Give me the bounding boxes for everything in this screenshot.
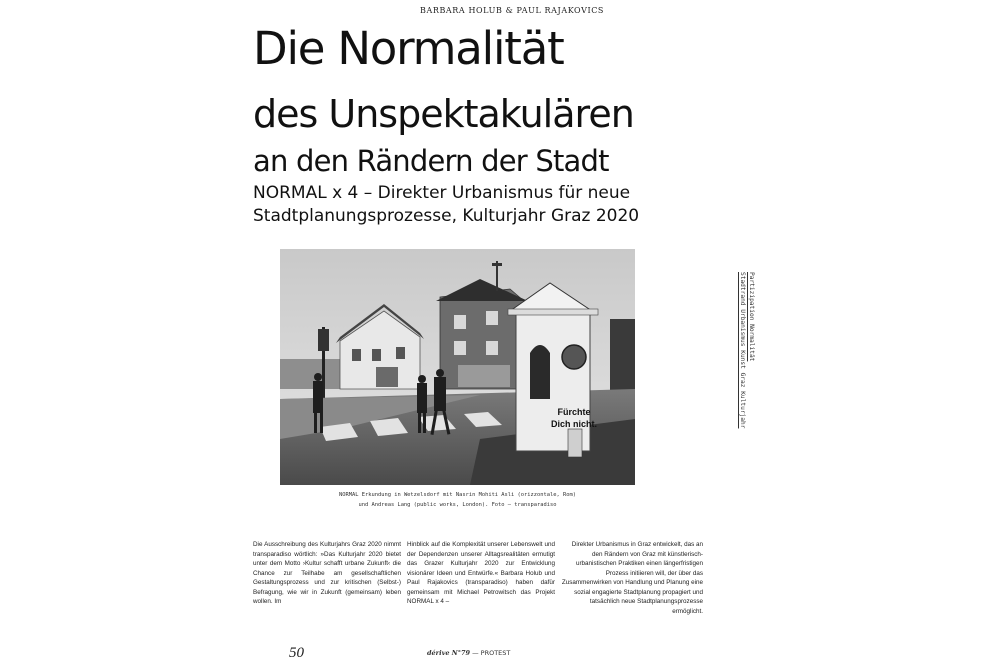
side-keyword-tags bbox=[739, 272, 755, 462]
caption-line-2: und Andreas Lang (public works, London). Foto – transparadiso bbox=[358, 501, 557, 508]
body-column-1 bbox=[253, 540, 401, 607]
side-tags-line-2: Partizipation Normalität bbox=[748, 272, 755, 362]
title-line-2: des Unspektakulären bbox=[253, 92, 634, 136]
authors-line: BARBARA HOLUB & PAUL RAJAKOVICS bbox=[419, 6, 605, 15]
chapel-sign-line-1: Fürchte bbox=[557, 407, 591, 417]
section-name: — PROTEST bbox=[472, 649, 511, 657]
magazine-name: dérive N°79 bbox=[427, 649, 470, 657]
body-column-3 bbox=[561, 540, 703, 616]
side-tags-line-1: Stadtrand Urbanismus Kunst Graz Kulturjahr bbox=[739, 272, 746, 429]
title-line-1: Die Normalität bbox=[253, 22, 564, 75]
subtitle-line-1: NORMAL x 4 – Direkter Urbanismus für neue bbox=[253, 183, 631, 203]
title-line-3: an den Rändern der Stadt bbox=[253, 144, 609, 178]
page-number: 50 bbox=[289, 645, 304, 661]
body-column-2 bbox=[407, 540, 555, 607]
photo-illustration bbox=[280, 249, 635, 485]
body-text-col-2: Hinblick auf die Komplexität unserer Lebenswelt und der Dependenzen unserer Alltagsrealitäten ermutigt das Grazer Kulturjahr 2020 zur Entwicklung visionärer Ideen und Entwürfe.« Barbara Holub und Paul Rajakovics (transparadiso) haben dafür gemeinsam mit Michael Petrowitsch das Projekt NORMAL x 4 – bbox=[407, 541, 555, 605]
caption-line-1: NORMAL Erkundung in Wetzelsdorf mit Nasrin Mohiti Asli (orizzontale, Rom) bbox=[339, 492, 576, 498]
body-text-col-1: Die Ausschreibung des Kulturjahrs Graz 2020 nimmt transparadiso wörtlich: »Das Kulturjahr 2020 bietet unter dem Motto ›Kultur schafft urbane Zukunft‹ die Chance zur Teilhabe am gesellschaftlichen Gestaltungsprozess und zur kritischen (Selbst-) Befragung, wie wir in Zukunft (gemeinsam) leben wollen. Im bbox=[253, 541, 401, 605]
street-photo bbox=[280, 249, 635, 485]
magazine-page bbox=[237, 0, 763, 667]
photo-caption bbox=[280, 491, 635, 510]
body-text-col-3: Direkter Urbanismus in Graz entwickelt, das an den Rändern von Graz mit künstlerisch-urbanistischen Praktiken einen längerfristigen Prozess initiieren will, der über das Zusammenwirken von Handlung und Planung eine sozial engagierte Stadtplanung propagiert und tatsächlich neue Stadtplanungsprozesse ermöglicht. bbox=[561, 541, 703, 615]
chapel-sign-line-2: Dich nicht. bbox=[550, 419, 598, 429]
footer-magazine bbox=[427, 649, 510, 657]
subtitle-line-2: Stadtplanungsprozesse, Kulturjahr Graz 2020 bbox=[253, 206, 640, 226]
